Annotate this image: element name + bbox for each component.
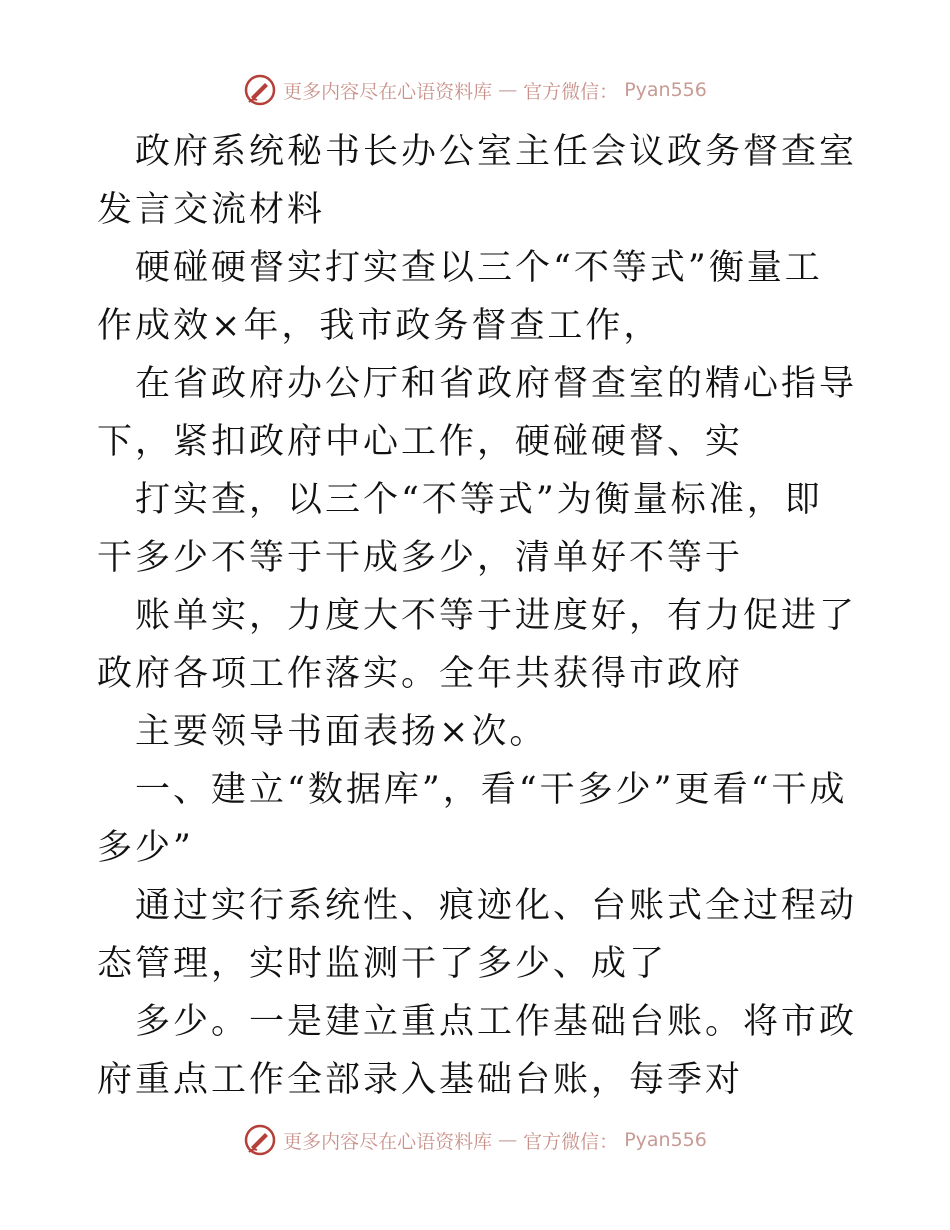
section-heading: 一、建立“数据库”，看“干多少”更看“干成多少” [97,770,848,868]
watermark-contact-id: Pyan556 [624,79,707,101]
footer-watermark [0,1120,950,1160]
watermark-brand: 更多内容尽在心语资料库 [283,1130,493,1153]
document-paragraph: 账单实，力度大不等于进度好，有力促进了政府各项工作落实。全年共获得市政府 [97,596,858,694]
document-paragraph: 多少。一是建立重点工作基础台账。将市政府重点工作全部录入基础台账，每季对 [97,1002,858,1100]
watermark-contact-label: 官方微信： [523,80,619,103]
document-paragraph: 硬碰硬督实打实查以三个“不等式”衡量工作成效×年，我市政务督查工作， [97,248,823,346]
watermark-separator: — [498,1129,518,1151]
document-paragraph: 通过实行系统性、痕迹化、台账式全过程动态管理，实时监测干了多少、成了 [97,886,858,984]
document-body [97,123,857,1109]
document-paragraph: 主要领导书面表扬×次。 [135,712,548,752]
document-paragraph: 打实查，以三个“不等式”为衡量标准，即干多少不等于干成多少，清单好不等于 [97,480,823,578]
document-title: 政府系统秘书长办公室主任会议政务督查室发言交流材料 [97,132,858,230]
pen-logo-icon [243,1123,277,1157]
header-watermark [0,70,950,110]
watermark-separator: — [498,79,518,101]
watermark-contact-label: 官方微信： [523,1130,619,1153]
watermark-brand: 更多内容尽在心语资料库 [283,80,493,103]
document-paragraph: 在省政府办公厅和省政府督查室的精心指导下，紧扣政府中心工作，硬碰硬督、实 [97,364,858,462]
watermark-contact-id: Pyan556 [624,1129,707,1151]
pen-logo-icon [243,73,277,107]
